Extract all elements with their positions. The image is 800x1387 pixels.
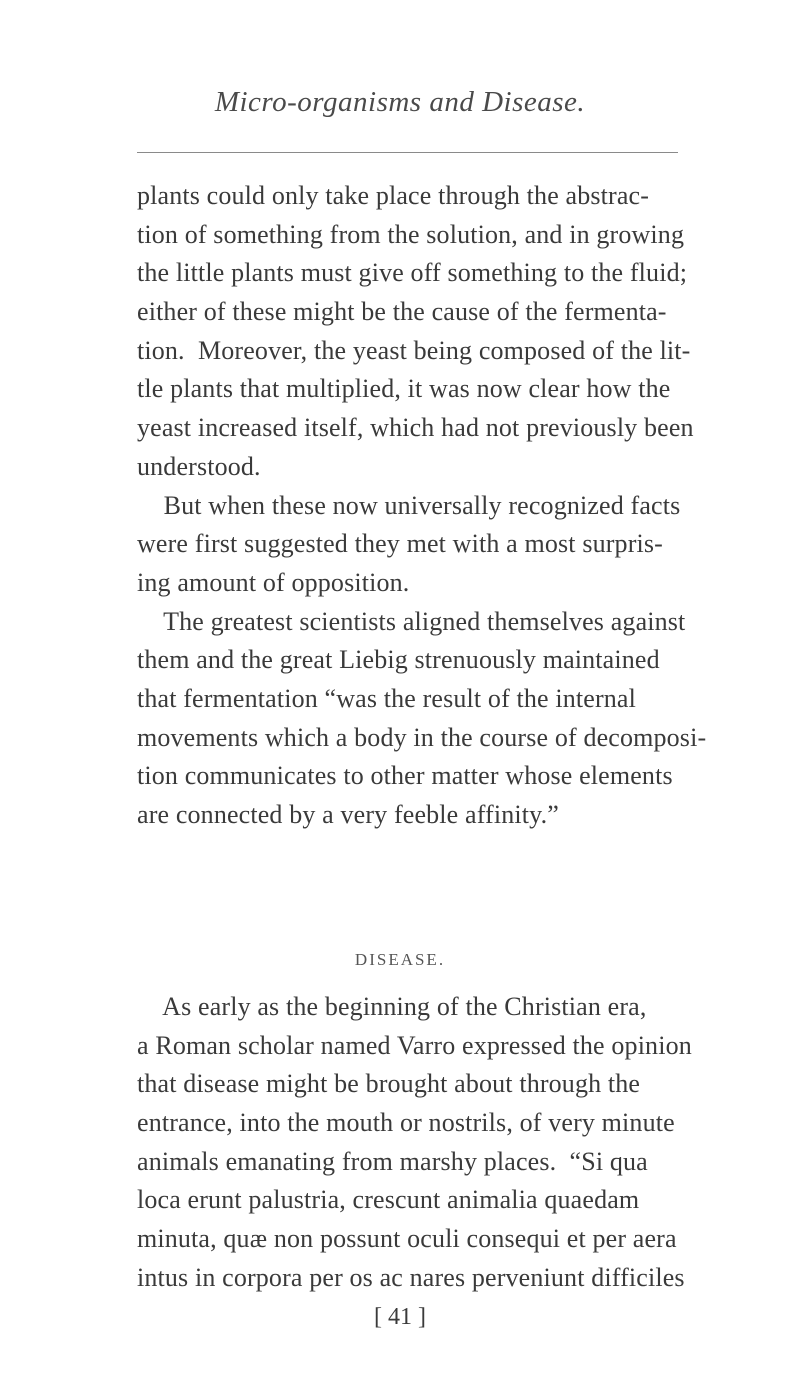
text-line: yeast increased itself, which had not previously been	[137, 413, 694, 443]
text-line: tion communicates to other matter whose elements	[137, 761, 673, 791]
page-number: [ 41 ]	[374, 1304, 426, 1330]
text-line: loca erunt palustria, crescunt animalia quaedam	[137, 1185, 640, 1215]
text-line: tion. Moreover, the yeast being composed of the lit-	[137, 335, 691, 365]
text-line: either of these might be the cause of the fermenta-	[137, 297, 667, 327]
running-head: Micro-organisms and Disease.	[214, 86, 586, 118]
text-line: intus in corpora per os ac nares perveniunt difficiles	[137, 1262, 685, 1292]
text-line: As early as the beginning of the Christian era,	[137, 992, 647, 1021]
text-line: are connected by a very feeble affinity.”	[137, 800, 559, 829]
section-heading: DISEASE.	[354, 950, 446, 969]
text-line: minuta, quæ non possunt oculi consequi et per aera	[137, 1224, 677, 1254]
text-line: a Roman scholar named Varro expressed the opinion	[137, 1030, 692, 1060]
text-line: were first suggested they met with a most surpris-	[137, 529, 663, 559]
text-line: ing amount of opposition.	[137, 567, 410, 597]
text-line: animals emanating from marshy places. “Si qua	[137, 1146, 648, 1176]
text-line: But when these now universally recognized facts	[137, 490, 681, 520]
text-line: that disease might be brought about through the	[137, 1069, 641, 1099]
text-line: understood.	[137, 451, 261, 481]
header-rule	[137, 152, 678, 153]
text-line: plants could only take place through the abstrac-	[137, 181, 650, 210]
text-line: entrance, into the mouth or nostrils, of very minute	[137, 1108, 675, 1138]
text-line: them and the great Liebig strenuously maintained	[137, 645, 660, 675]
body-text-block-1	[137, 177, 707, 835]
body-text-block-2	[137, 988, 697, 1298]
text-line: The greatest scientists aligned themselves against	[137, 606, 686, 636]
text-line: the little plants must give off something to the fluid;	[137, 258, 688, 288]
text-line: tion of something from the solution, and in growing	[137, 219, 685, 249]
text-line: movements which a body in the course of decomposi-	[137, 722, 707, 752]
text-line: that fermentation “was the result of the internal	[137, 683, 637, 713]
text-line: tle plants that multiplied, it was now clear how the	[137, 374, 671, 404]
